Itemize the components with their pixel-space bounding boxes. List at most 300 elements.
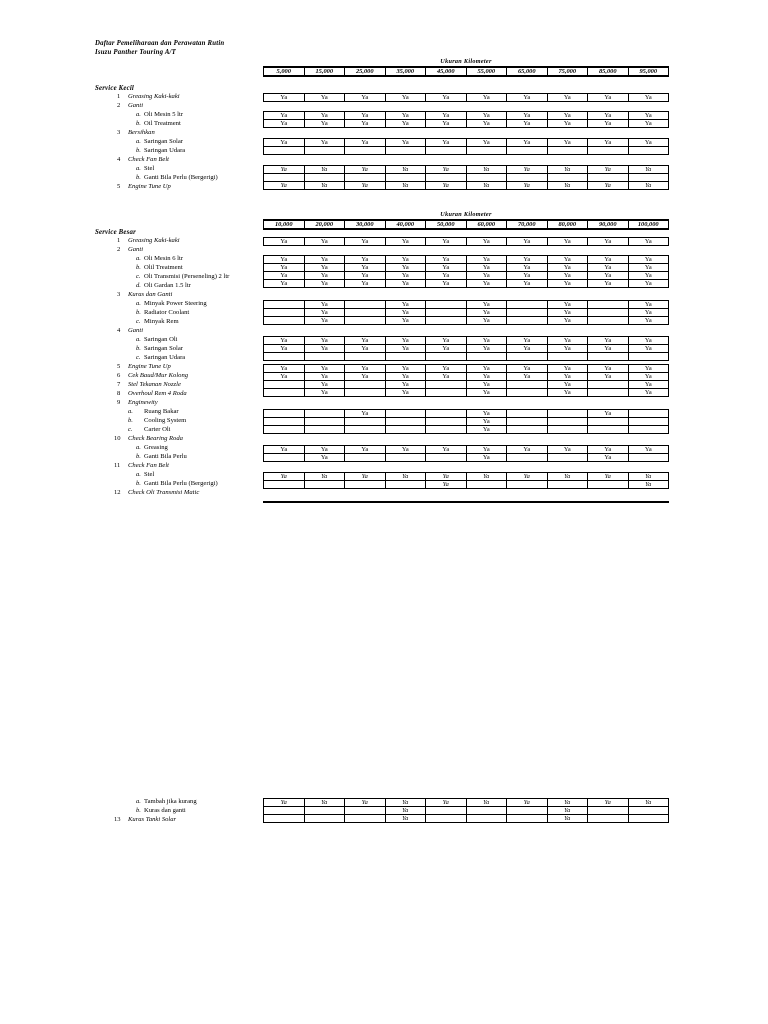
- schedule-cell: Ya: [264, 337, 305, 345]
- schedule-cell: Ya: [264, 446, 305, 454]
- schedule-cell: Ya: [426, 182, 467, 190]
- subitem-letter: b.: [136, 807, 141, 814]
- schedule-cell: [426, 426, 467, 434]
- schedule-cell: Ya: [385, 473, 426, 481]
- subitem-letter: b.: [128, 417, 133, 424]
- schedule-cell: Ya: [507, 264, 548, 272]
- schedule-cell: Ya: [345, 182, 386, 190]
- schedule-cell: Ya: [385, 166, 426, 174]
- schedule-cell: Ya: [507, 120, 548, 128]
- schedule-cell: [345, 309, 386, 317]
- schedule-cell: [264, 389, 305, 397]
- schedule-cell: [628, 807, 669, 815]
- table-row: [264, 353, 669, 361]
- schedule-cell: Ya: [588, 238, 629, 246]
- table-bottom-rule: [263, 501, 669, 503]
- schedule-cell: Ya: [507, 139, 548, 147]
- schedule-cell: Ya: [426, 94, 467, 102]
- schedule-cell: [466, 481, 507, 489]
- schedule-cell: Ya: [547, 166, 588, 174]
- table-row: [264, 389, 669, 397]
- table-row: [264, 473, 669, 481]
- schedule-cell: Ya: [304, 182, 345, 190]
- subitem-letter: b.: [136, 480, 141, 487]
- schedule-cell: Ya: [588, 280, 629, 288]
- subitem-letter: a.: [136, 255, 141, 262]
- schedule-cell: [507, 481, 548, 489]
- schedule-cell: Ya: [507, 166, 548, 174]
- item-number: 1: [117, 237, 121, 244]
- schedule-cell: Ya: [385, 337, 426, 345]
- schedule-cell: Ya: [345, 94, 386, 102]
- item-label: Check Oli Transmisi Matic: [128, 489, 200, 496]
- schedule-cell: Ya: [385, 345, 426, 353]
- schedule-cell: Ya: [466, 410, 507, 418]
- section-heading-service-besar: Service Besar: [95, 229, 136, 236]
- schedule-cell: [304, 481, 345, 489]
- schedule-cell: [507, 807, 548, 815]
- schedule-cell: [628, 418, 669, 426]
- schedule-cell: [507, 410, 548, 418]
- schedule-cell: [345, 454, 386, 462]
- schedule-cell: [588, 481, 629, 489]
- schedule-cell: Ya: [426, 238, 467, 246]
- schedule-cell: Ya: [304, 365, 345, 373]
- subitem-label: Stel: [144, 165, 155, 172]
- subitem-letter: b.: [136, 453, 141, 460]
- schedule-cell: [507, 418, 548, 426]
- schedule-cell: [426, 317, 467, 325]
- item-label: Greasing Kaki-kaki: [128, 93, 180, 100]
- schedule-cell: [385, 353, 426, 361]
- schedule-cell: [345, 174, 386, 182]
- schedule-cell: Ya: [507, 94, 548, 102]
- schedule-cell: Ya: [385, 301, 426, 309]
- schedule-cell: [588, 389, 629, 397]
- schedule-cell: Ya: [345, 112, 386, 120]
- schedule-cell: Ya: [385, 373, 426, 381]
- subitem-letter: c.: [136, 318, 141, 325]
- schedule-cell: Ya: [628, 337, 669, 345]
- schedule-cell: Ya: [466, 454, 507, 462]
- schedule-cell: Ya: [466, 166, 507, 174]
- schedule-cell: Ya: [385, 446, 426, 454]
- schedule-cell: Ya: [345, 120, 386, 128]
- schedule-cell: Ya: [264, 264, 305, 272]
- subitem-letter: d.: [136, 282, 141, 289]
- schedule-cell: Ya: [588, 410, 629, 418]
- schedule-cell: [547, 454, 588, 462]
- table-row: [264, 301, 669, 309]
- schedule-cell: Ya: [466, 373, 507, 381]
- table-row: [264, 337, 669, 345]
- km-header-cell: 10,000: [264, 220, 305, 229]
- schedule-cell: Ya: [588, 166, 629, 174]
- schedule-cell: [345, 381, 386, 389]
- schedule-cell: Ya: [385, 807, 426, 815]
- schedule-cell: Ya: [426, 166, 467, 174]
- schedule-cell: Ya: [547, 373, 588, 381]
- schedule-cell: [426, 454, 467, 462]
- schedule-cell: Ya: [426, 139, 467, 147]
- schedule-cell: [426, 807, 467, 815]
- subitem-label: Ganti Bila Perlu (Bergerigi): [144, 174, 218, 181]
- schedule-cell: [628, 426, 669, 434]
- schedule-cell: [507, 389, 548, 397]
- schedule-cell: Ya: [304, 120, 345, 128]
- schedule-cell: Ya: [304, 166, 345, 174]
- subitem-letter: b.: [136, 174, 141, 181]
- km-header-row: [263, 66, 669, 77]
- schedule-cell: Ya: [426, 799, 467, 807]
- subitem-letter: a.: [136, 471, 141, 478]
- subitem-label: Saringan Udara: [144, 147, 186, 154]
- schedule-cell: Ya: [507, 112, 548, 120]
- table-row: [264, 309, 669, 317]
- schedule-cell: Ya: [547, 94, 588, 102]
- schedule-cell: Ya: [264, 373, 305, 381]
- schedule-cell: [466, 353, 507, 361]
- schedule-cell: Ya: [426, 373, 467, 381]
- schedule-cell: Ya: [547, 381, 588, 389]
- schedule-cell: Ya: [426, 280, 467, 288]
- km-header-cell: 20,000: [304, 220, 345, 229]
- km-header-cell: 15,000: [304, 67, 345, 76]
- schedule-cell: [304, 174, 345, 182]
- schedule-cell: [264, 147, 305, 155]
- schedule-cell: [426, 147, 467, 155]
- schedule-cell: Ya: [466, 238, 507, 246]
- schedule-cell: Ya: [345, 373, 386, 381]
- schedule-cell: [264, 410, 305, 418]
- schedule-cell: Ya: [547, 799, 588, 807]
- schedule-cell: Ya: [588, 454, 629, 462]
- subitem-label: Saringan Solar: [144, 345, 184, 352]
- item-label: Cek Baud/Mur Kolong: [128, 372, 189, 379]
- table-row: [264, 365, 669, 373]
- schedule-cell: [385, 418, 426, 426]
- schedule-cell: [385, 147, 426, 155]
- schedule-cell: Ya: [628, 365, 669, 373]
- schedule-cell: Ya: [385, 264, 426, 272]
- schedule-cell: [507, 426, 548, 434]
- schedule-cell: Ya: [304, 238, 345, 246]
- schedule-cell: [264, 454, 305, 462]
- item-label: Bersihkan: [128, 129, 155, 136]
- schedule-cell: [588, 353, 629, 361]
- item-label: Ganti: [128, 327, 144, 334]
- subitem-letter: a.: [136, 798, 141, 805]
- schedule-cell: [628, 410, 669, 418]
- schedule-cell: Ya: [345, 166, 386, 174]
- schedule-cell: Ya: [304, 94, 345, 102]
- schedule-cell: Ya: [547, 264, 588, 272]
- schedule-table: [263, 445, 669, 462]
- subitem-label: Saringan Solar: [144, 138, 184, 145]
- table-row: [264, 446, 669, 454]
- schedule-cell: [547, 481, 588, 489]
- item-label: Check Bearing Roda: [128, 435, 183, 442]
- item-label: Ganti: [128, 246, 144, 253]
- schedule-cell: Ya: [345, 337, 386, 345]
- schedule-cell: Ya: [507, 373, 548, 381]
- schedule-cell: [628, 454, 669, 462]
- km-header-row: [263, 219, 669, 230]
- schedule-cell: Ya: [507, 238, 548, 246]
- item-number: 10: [114, 435, 121, 442]
- table-row: [264, 174, 669, 182]
- subitem-letter: c.: [136, 354, 141, 361]
- schedule-cell: Ya: [466, 799, 507, 807]
- subitem-letter: a.: [136, 111, 141, 118]
- schedule-cell: Ya: [264, 799, 305, 807]
- table-row: [264, 264, 669, 272]
- item-label: Check Fan Belt: [128, 156, 170, 163]
- table-row: [264, 139, 669, 147]
- schedule-cell: Ya: [385, 317, 426, 325]
- schedule-cell: Ya: [628, 317, 669, 325]
- schedule-table: [263, 300, 669, 325]
- item-number: 9: [117, 399, 121, 406]
- schedule-cell: [507, 147, 548, 155]
- item-label: Check Fan Belt: [128, 462, 170, 469]
- schedule-cell: [264, 317, 305, 325]
- schedule-cell: [264, 807, 305, 815]
- schedule-cell: [426, 410, 467, 418]
- schedule-cell: Ya: [345, 473, 386, 481]
- schedule-cell: Ya: [264, 120, 305, 128]
- schedule-table: [263, 472, 669, 489]
- schedule-cell: [264, 481, 305, 489]
- schedule-cell: Ya: [385, 256, 426, 264]
- schedule-cell: Ya: [547, 112, 588, 120]
- schedule-cell: [304, 410, 345, 418]
- schedule-cell: Ya: [264, 256, 305, 264]
- schedule-cell: [426, 418, 467, 426]
- schedule-cell: Ya: [628, 166, 669, 174]
- schedule-cell: Ya: [264, 94, 305, 102]
- schedule-cell: Ya: [547, 345, 588, 353]
- item-number: 3: [117, 129, 121, 136]
- schedule-cell: [628, 353, 669, 361]
- schedule-cell: Ya: [547, 182, 588, 190]
- item-number: 13: [114, 816, 121, 823]
- schedule-cell: [385, 481, 426, 489]
- schedule-cell: Ya: [385, 815, 426, 823]
- schedule-cell: [426, 309, 467, 317]
- schedule-cell: Ya: [507, 799, 548, 807]
- schedule-cell: [588, 174, 629, 182]
- table-row: [264, 410, 669, 418]
- schedule-cell: Ya: [588, 256, 629, 264]
- schedule-cell: Ya: [588, 365, 629, 373]
- table-row: [264, 94, 669, 102]
- schedule-cell: Ya: [345, 238, 386, 246]
- km-header-cell: 65,000: [507, 67, 548, 76]
- subitem-label: Oli Mesin 6 ltr: [144, 255, 184, 262]
- table-row: [264, 166, 669, 174]
- schedule-cell: [547, 410, 588, 418]
- schedule-cell: Ya: [345, 799, 386, 807]
- schedule-cell: Ya: [304, 389, 345, 397]
- schedule-cell: Ya: [507, 182, 548, 190]
- schedule-cell: Ya: [304, 473, 345, 481]
- schedule-cell: [588, 815, 629, 823]
- schedule-cell: Ya: [588, 373, 629, 381]
- schedule-cell: Ya: [345, 272, 386, 280]
- schedule-cell: Ya: [426, 112, 467, 120]
- schedule-cell: Ya: [628, 94, 669, 102]
- schedule-cell: Ya: [588, 94, 629, 102]
- table-row: [264, 120, 669, 128]
- schedule-cell: Ya: [304, 280, 345, 288]
- km-header-cell: 45,000: [426, 67, 467, 76]
- schedule-cell: Ya: [304, 337, 345, 345]
- schedule-cell: Ya: [547, 301, 588, 309]
- km-header-cell: 60,000: [466, 220, 507, 229]
- subitem-letter: a.: [136, 336, 141, 343]
- schedule-cell: [547, 418, 588, 426]
- subitem-label: Ganti Bila Perlu: [144, 453, 187, 460]
- subitem-letter: a.: [128, 408, 133, 415]
- schedule-cell: Ya: [466, 337, 507, 345]
- schedule-cell: Ya: [466, 112, 507, 120]
- schedule-cell: Ya: [264, 112, 305, 120]
- subitem-label: Radiator Coolant: [144, 309, 190, 316]
- schedule-cell: Ya: [304, 256, 345, 264]
- schedule-cell: Ya: [547, 272, 588, 280]
- schedule-cell: Ya: [466, 94, 507, 102]
- table-row: [264, 345, 669, 353]
- schedule-cell: Ya: [426, 256, 467, 264]
- schedule-cell: Ya: [547, 337, 588, 345]
- schedule-cell: [345, 481, 386, 489]
- schedule-table: [263, 409, 669, 434]
- schedule-cell: Ya: [588, 120, 629, 128]
- schedule-cell: Ya: [588, 337, 629, 345]
- item-number: 1: [117, 93, 121, 100]
- schedule-cell: Ya: [304, 454, 345, 462]
- subitem-letter: b.: [136, 309, 141, 316]
- km-header-cell: 70,000: [507, 220, 548, 229]
- schedule-cell: Ya: [304, 799, 345, 807]
- schedule-cell: [588, 309, 629, 317]
- schedule-cell: Ya: [547, 389, 588, 397]
- schedule-cell: Ya: [547, 238, 588, 246]
- schedule-cell: Ya: [547, 139, 588, 147]
- schedule-cell: Ya: [466, 256, 507, 264]
- subitem-letter: b.: [136, 345, 141, 352]
- schedule-cell: Ya: [264, 272, 305, 280]
- schedule-cell: Ya: [628, 446, 669, 454]
- item-label: Overhoul Rem 4 Roda: [128, 390, 187, 397]
- schedule-table: [263, 111, 669, 128]
- schedule-cell: [264, 418, 305, 426]
- schedule-cell: [264, 309, 305, 317]
- schedule-cell: Ya: [466, 120, 507, 128]
- schedule-cell: Ya: [507, 337, 548, 345]
- km-header-cell: 85,000: [588, 67, 629, 76]
- schedule-cell: [304, 147, 345, 155]
- schedule-cell: [345, 353, 386, 361]
- schedule-cell: Ya: [304, 139, 345, 147]
- schedule-cell: Ya: [628, 381, 669, 389]
- schedule-cell: [304, 353, 345, 361]
- schedule-cell: [345, 418, 386, 426]
- table-row: [264, 481, 669, 489]
- schedule-cell: [547, 426, 588, 434]
- schedule-cell: Ya: [628, 280, 669, 288]
- item-label: Stel Tekanan Nozzle: [128, 381, 181, 388]
- schedule-cell: [628, 174, 669, 182]
- schedule-cell: [507, 454, 548, 462]
- document-subtitle: Isuzu Panther Touring A/T: [95, 49, 176, 56]
- item-number: 4: [117, 156, 121, 163]
- schedule-cell: Ya: [507, 272, 548, 280]
- table-row: [264, 256, 669, 264]
- subitem-letter: a.: [136, 165, 141, 172]
- schedule-cell: Ya: [385, 365, 426, 373]
- schedule-cell: [426, 174, 467, 182]
- km-header-caption: Ukuran Kilometer: [440, 58, 492, 65]
- schedule-cell: [264, 174, 305, 182]
- schedule-cell: Ya: [466, 426, 507, 434]
- schedule-cell: Ya: [588, 345, 629, 353]
- schedule-cell: Ya: [385, 381, 426, 389]
- schedule-cell: [547, 147, 588, 155]
- schedule-cell: Ya: [304, 446, 345, 454]
- schedule-cell: [345, 426, 386, 434]
- schedule-cell: Ya: [628, 301, 669, 309]
- km-header-caption: Ukuran Kilometer: [440, 211, 492, 218]
- schedule-cell: Ya: [466, 345, 507, 353]
- schedule-table: [263, 93, 669, 102]
- subitem-letter: b.: [136, 264, 141, 271]
- schedule-cell: Ya: [507, 280, 548, 288]
- schedule-cell: [385, 426, 426, 434]
- subitem-letter: b.: [136, 120, 141, 127]
- km-header-cell: 50,000: [426, 220, 467, 229]
- schedule-cell: Ya: [588, 139, 629, 147]
- schedule-cell: Ya: [345, 365, 386, 373]
- schedule-cell: [507, 174, 548, 182]
- item-number: 2: [117, 102, 121, 109]
- km-header-cell: 5,000: [264, 67, 305, 76]
- schedule-cell: Ya: [466, 272, 507, 280]
- item-label: Greasing Kaki-kaki: [128, 237, 180, 244]
- subitem-label: Saringan Oli: [144, 336, 178, 343]
- schedule-cell: [547, 174, 588, 182]
- subitem-letter: a.: [136, 444, 141, 451]
- schedule-cell: Ya: [345, 139, 386, 147]
- subitem-label: Saringan Udara: [144, 354, 186, 361]
- subitem-letter: c.: [128, 426, 133, 433]
- schedule-table: [263, 165, 669, 190]
- km-header-cell: 100,000: [628, 220, 669, 229]
- schedule-cell: [426, 353, 467, 361]
- schedule-cell: Ya: [345, 264, 386, 272]
- schedule-table: [263, 364, 669, 397]
- schedule-cell: Ya: [466, 389, 507, 397]
- schedule-cell: [345, 301, 386, 309]
- schedule-cell: Ya: [304, 345, 345, 353]
- schedule-cell: [507, 815, 548, 823]
- schedule-cell: Ya: [547, 120, 588, 128]
- km-header-cell: 95,000: [628, 67, 669, 76]
- schedule-cell: Ya: [628, 481, 669, 489]
- schedule-cell: Ya: [628, 389, 669, 397]
- schedule-cell: Ya: [507, 365, 548, 373]
